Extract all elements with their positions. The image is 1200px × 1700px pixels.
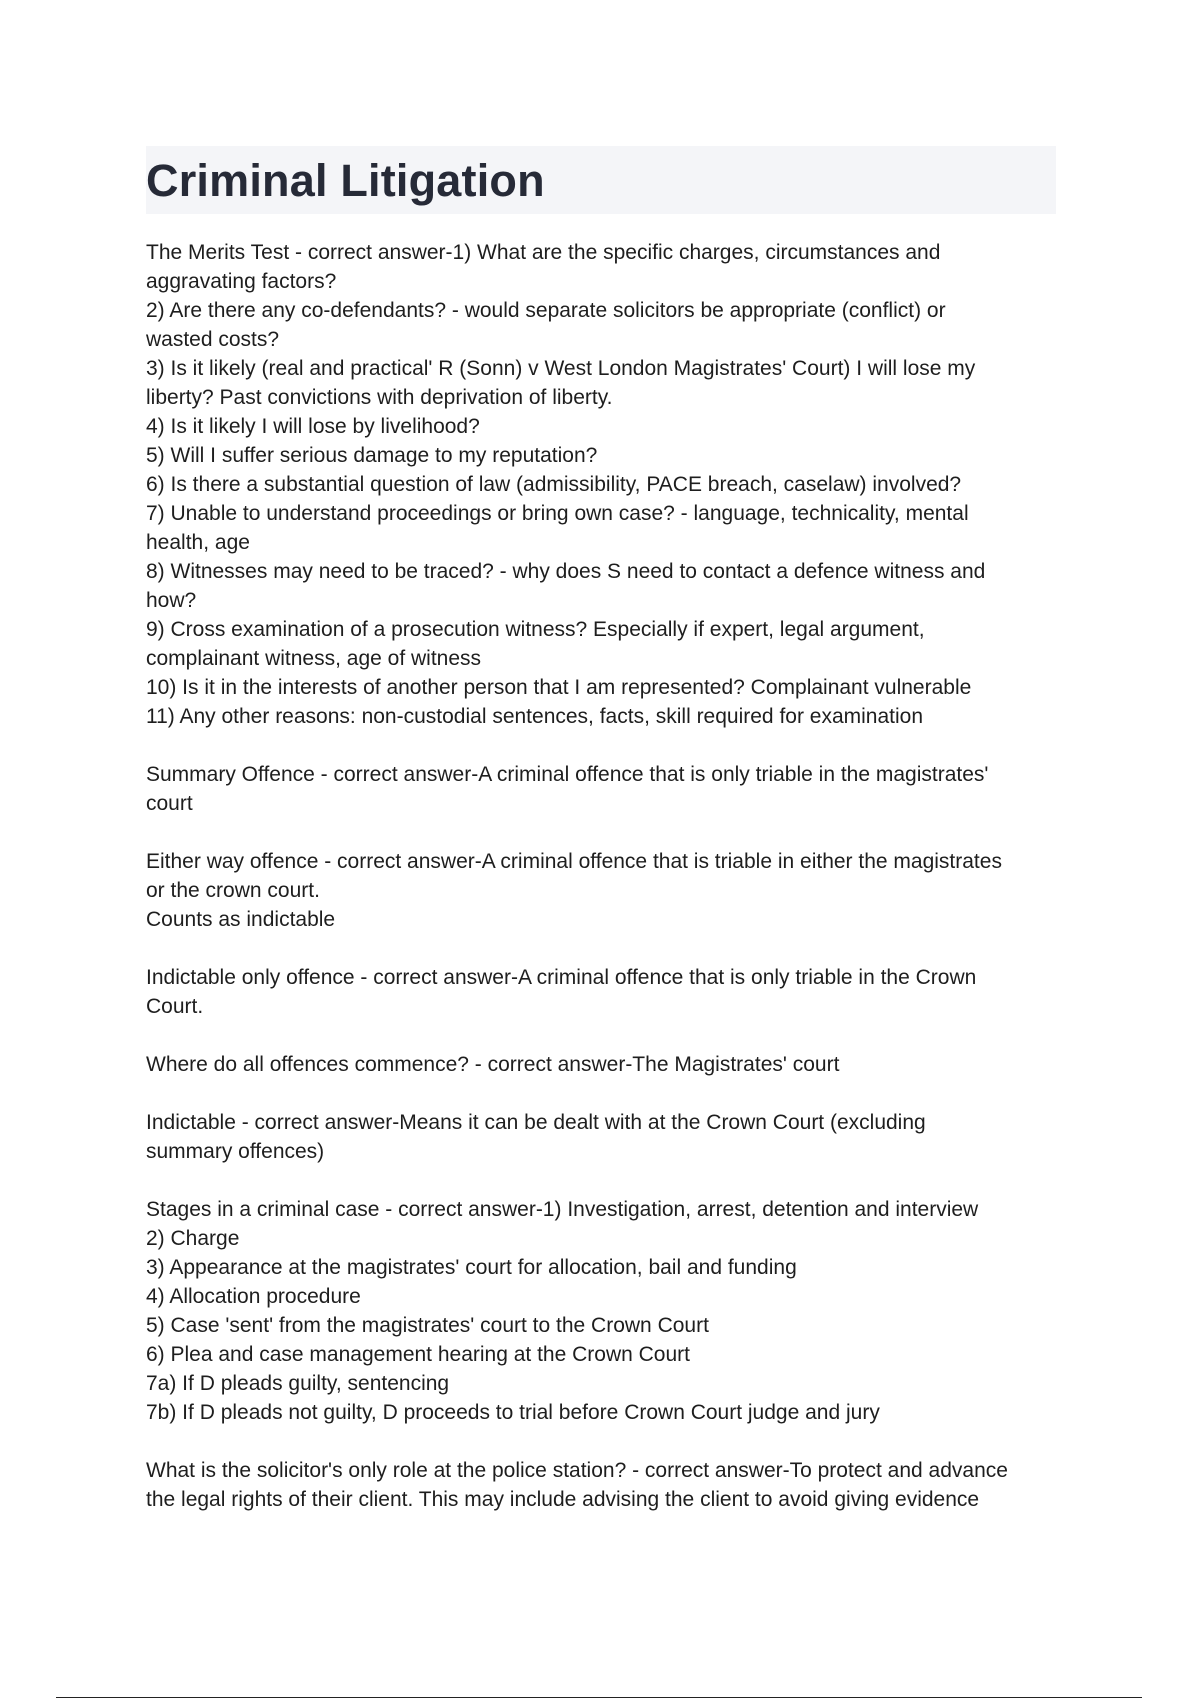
text-line: court bbox=[146, 792, 193, 815]
text-line: Indictable only offence - correct answer-A criminal offence that is only triable in the Crown bbox=[146, 966, 977, 989]
qa-entry bbox=[146, 847, 1056, 934]
page-title: Criminal Litigation bbox=[146, 154, 545, 206]
document-body bbox=[146, 238, 1056, 1514]
text-line: 4) Allocation procedure bbox=[146, 1285, 361, 1308]
text-line: Summary Offence - correct answer-A criminal offence that is only triable in the magistrates' bbox=[146, 763, 989, 786]
text-line: Indictable - correct answer-Means it can be dealt with at the Crown Court (excluding bbox=[146, 1111, 926, 1134]
text-line: summary offences) bbox=[146, 1140, 325, 1163]
text-line: 7) Unable to understand proceedings or bring own case? - language, technicality, mental bbox=[146, 502, 969, 525]
text-line: complainant witness, age of witness bbox=[146, 647, 482, 670]
text-line: Stages in a criminal case - correct answer-1) Investigation, arrest, detention and interview bbox=[146, 1198, 979, 1221]
text-line: 6) Plea and case management hearing at the Crown Court bbox=[146, 1343, 690, 1366]
text-line: 5) Will I suffer serious damage to my reputation? bbox=[146, 444, 598, 467]
text-line: Either way offence - correct answer-A criminal offence that is triable in either the magistrates bbox=[146, 850, 1002, 873]
text-line: 8) Witnesses may need to be traced? - why does S need to contact a defence witness and bbox=[146, 560, 986, 583]
qa-entry bbox=[146, 1108, 1056, 1166]
text-line: 4) Is it likely I will lose by livelihood? bbox=[146, 415, 480, 438]
footer-divider bbox=[56, 1697, 1142, 1698]
text-line: 9) Cross examination of a prosecution witness? Especially if expert, legal argument, bbox=[146, 618, 925, 641]
title-banner bbox=[146, 146, 1056, 214]
qa-entry bbox=[146, 1195, 1056, 1427]
text-line: What is the solicitor's only role at the police station? - correct answer-To protect and advance bbox=[146, 1459, 1008, 1482]
text-line: Court. bbox=[146, 995, 204, 1018]
text-line: The Merits Test - correct answer-1) What are the specific charges, circumstances and bbox=[146, 241, 941, 264]
text-line: how? bbox=[146, 589, 197, 612]
text-line: aggravating factors? bbox=[146, 270, 337, 293]
text-line: 3) Appearance at the magistrates' court for allocation, bail and funding bbox=[146, 1256, 797, 1279]
text-line: 2) Charge bbox=[146, 1227, 240, 1250]
text-line: liberty? Past convictions with deprivation of liberty. bbox=[146, 386, 613, 409]
qa-entry bbox=[146, 963, 1056, 1021]
text-line: health, age bbox=[146, 531, 250, 554]
text-line: 3) Is it likely (real and practical' R (Sonn) v West London Magistrates' Court) I will lose my bbox=[146, 357, 976, 380]
text-line: 2) Are there any co-defendants? - would separate solicitors be appropriate (conflict) or bbox=[146, 299, 946, 322]
qa-entry bbox=[146, 1050, 1056, 1079]
text-line: wasted costs? bbox=[146, 328, 280, 351]
qa-entry bbox=[146, 760, 1056, 818]
qa-entry bbox=[146, 1456, 1056, 1514]
text-line: 7b) If D pleads not guilty, D proceeds to trial before Crown Court judge and jury bbox=[146, 1401, 880, 1424]
text-line: 7a) If D pleads guilty, sentencing bbox=[146, 1372, 450, 1395]
text-line: Where do all offences commence? - correct answer-The Magistrates' court bbox=[146, 1053, 840, 1076]
qa-entry bbox=[146, 238, 1056, 731]
text-line: 11) Any other reasons: non-custodial sentences, facts, skill required for examination bbox=[146, 705, 924, 728]
text-line: the legal rights of their client. This may include advising the client to avoid giving evidence bbox=[146, 1488, 980, 1511]
text-line: Counts as indictable bbox=[146, 908, 336, 931]
text-line: or the crown court. bbox=[146, 879, 320, 902]
text-line: 10) Is it in the interests of another person that I am represented? Complainant vulnerable bbox=[146, 676, 972, 699]
document-page bbox=[146, 146, 1056, 1543]
text-line: 5) Case 'sent' from the magistrates' court to the Crown Court bbox=[146, 1314, 709, 1337]
text-line: 6) Is there a substantial question of law (admissibility, PACE breach, caselaw) involved? bbox=[146, 473, 962, 496]
